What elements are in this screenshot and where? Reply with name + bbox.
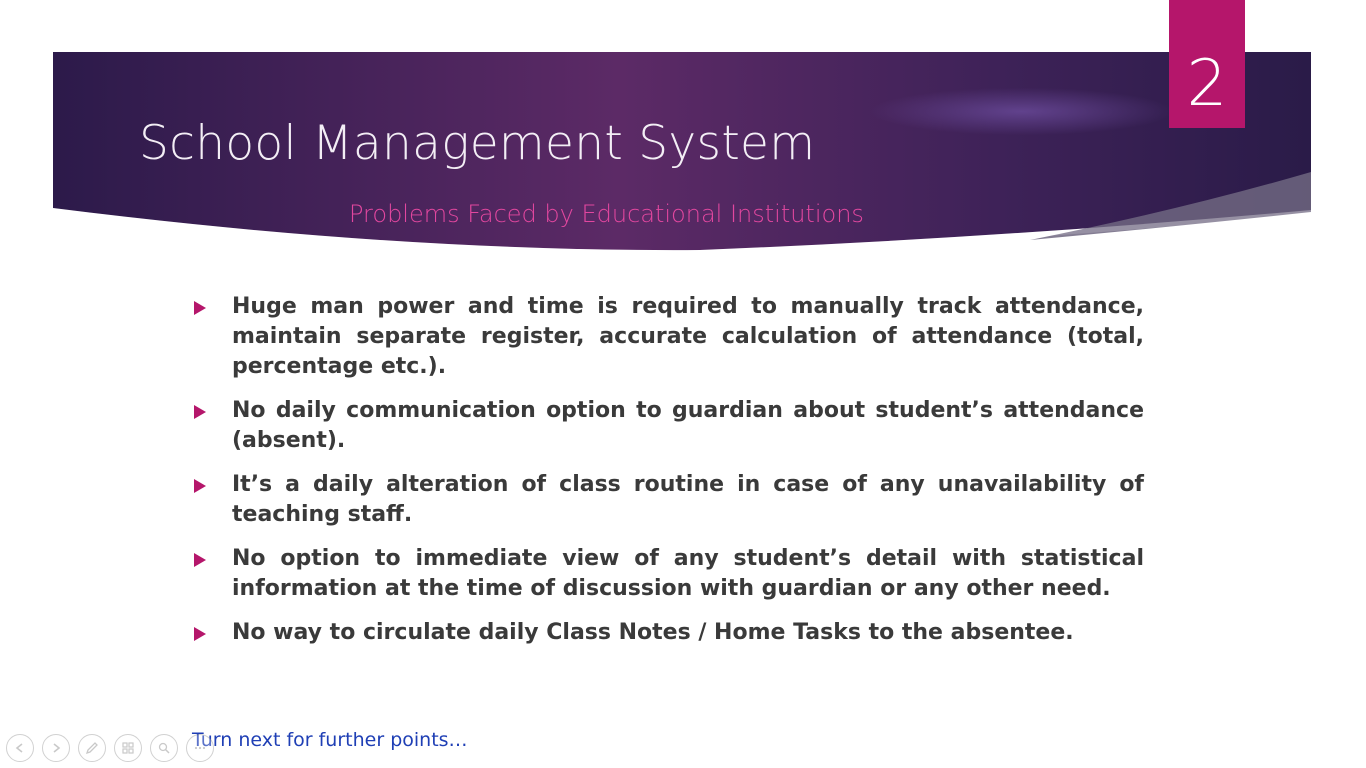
bullet-arrow-icon [194,301,206,315]
bullet-item [192,544,1144,604]
bullet-item [192,618,1144,648]
next-icon[interactable] [42,734,70,762]
bullet-item [192,470,1144,530]
bullet-arrow-icon [194,627,206,641]
bullet-item [192,292,1144,382]
bullet-text: No option to immediate view of any student’s detail with statistical information at the time of discussion with guardian or any other need. [232,546,1144,601]
pen-icon[interactable] [78,734,106,762]
bullet-text: No daily communication option to guardian about student’s attendance (absent). [232,398,1144,453]
slideshow-toolbar [6,734,214,762]
previous-icon[interactable] [6,734,34,762]
slide-number: 2 [1169,0,1245,128]
bullet-item [192,396,1144,456]
bullet-text: It’s a daily alteration of class routine in case of any unavailability of teaching staff. [232,472,1144,527]
slides-grid-icon[interactable] [114,734,142,762]
bullet-text: No way to circulate daily Class Notes / Home Tasks to the absentee. [232,620,1074,645]
bullet-arrow-icon [194,405,206,419]
slide-title: School Management System [139,116,816,171]
slide-subtitle: Problems Faced by Educational Institutions [349,200,864,228]
more-options-icon[interactable] [186,734,214,762]
bullet-text: Huge man power and time is required to manually track attendance, maintain separate register, accurate calculation of attendance (total, percentage etc.). [232,294,1144,379]
bullet-list [192,292,1144,662]
bullet-arrow-icon [194,553,206,567]
zoom-icon[interactable] [150,734,178,762]
bullet-arrow-icon [194,479,206,493]
footer-note: Turn next for further points… [192,729,468,751]
